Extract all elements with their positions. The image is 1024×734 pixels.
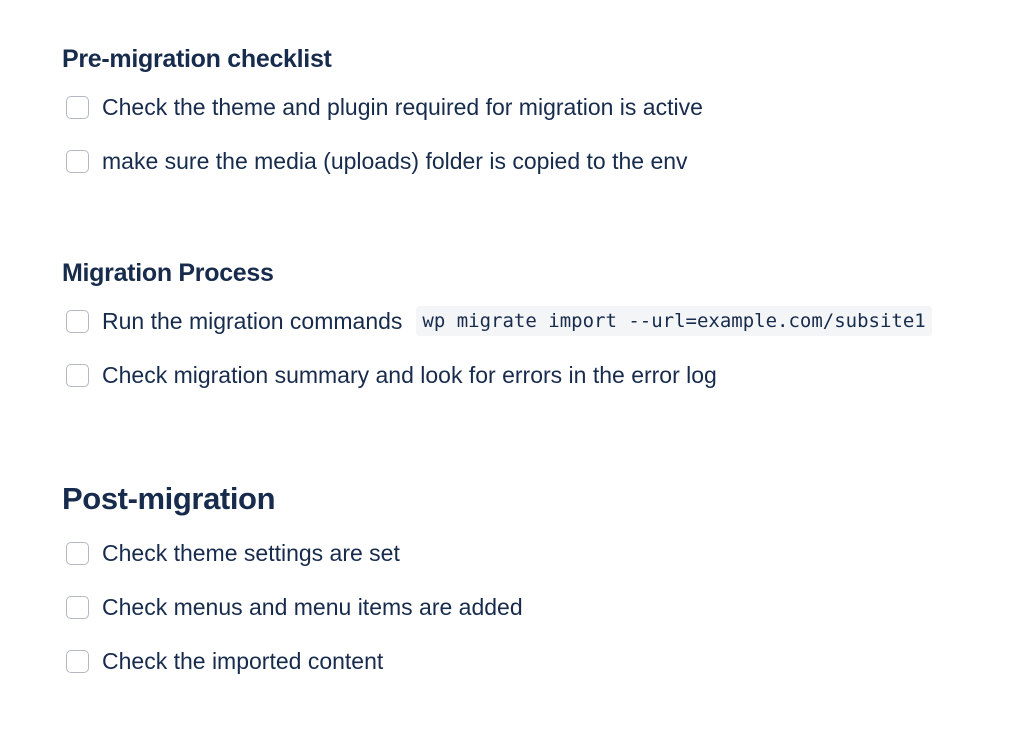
task-label: Check migration summary and look for errors in the error log [102,362,717,388]
section-heading: Pre-migration checklist [62,45,332,73]
task-item [66,294,932,348]
task-checkbox[interactable] [66,96,89,119]
task-item [66,348,932,402]
task-checkbox[interactable] [66,310,89,333]
task-label: Run the migration commands [102,308,403,334]
section-post-migration [62,481,523,688]
task-list [62,526,523,688]
task-item [66,526,523,580]
section-heading: Migration Process [62,259,274,287]
section-heading: Post-migration [62,481,276,516]
task-label: make sure the media (uploads) folder is copied to the env [102,148,688,174]
task-item [66,634,523,688]
task-item [66,134,703,188]
section-pre-migration [62,44,703,188]
task-checkbox[interactable] [66,650,89,673]
task-checkbox[interactable] [66,150,89,173]
inline-code: wp migrate import --url=example.com/subsite1 [416,306,931,336]
task-checkbox[interactable] [66,364,89,387]
task-checkbox[interactable] [66,542,89,565]
task-item [66,580,523,634]
task-list [62,294,932,402]
task-checkbox[interactable] [66,596,89,619]
task-item [66,80,703,134]
task-label: Check the theme and plugin required for migration is active [102,94,703,120]
task-list [62,80,703,188]
task-label: Check the imported content [102,648,384,674]
task-label: Check theme settings are set [102,540,400,566]
task-label: Check menus and menu items are added [102,594,523,620]
section-migration-process [62,258,932,402]
